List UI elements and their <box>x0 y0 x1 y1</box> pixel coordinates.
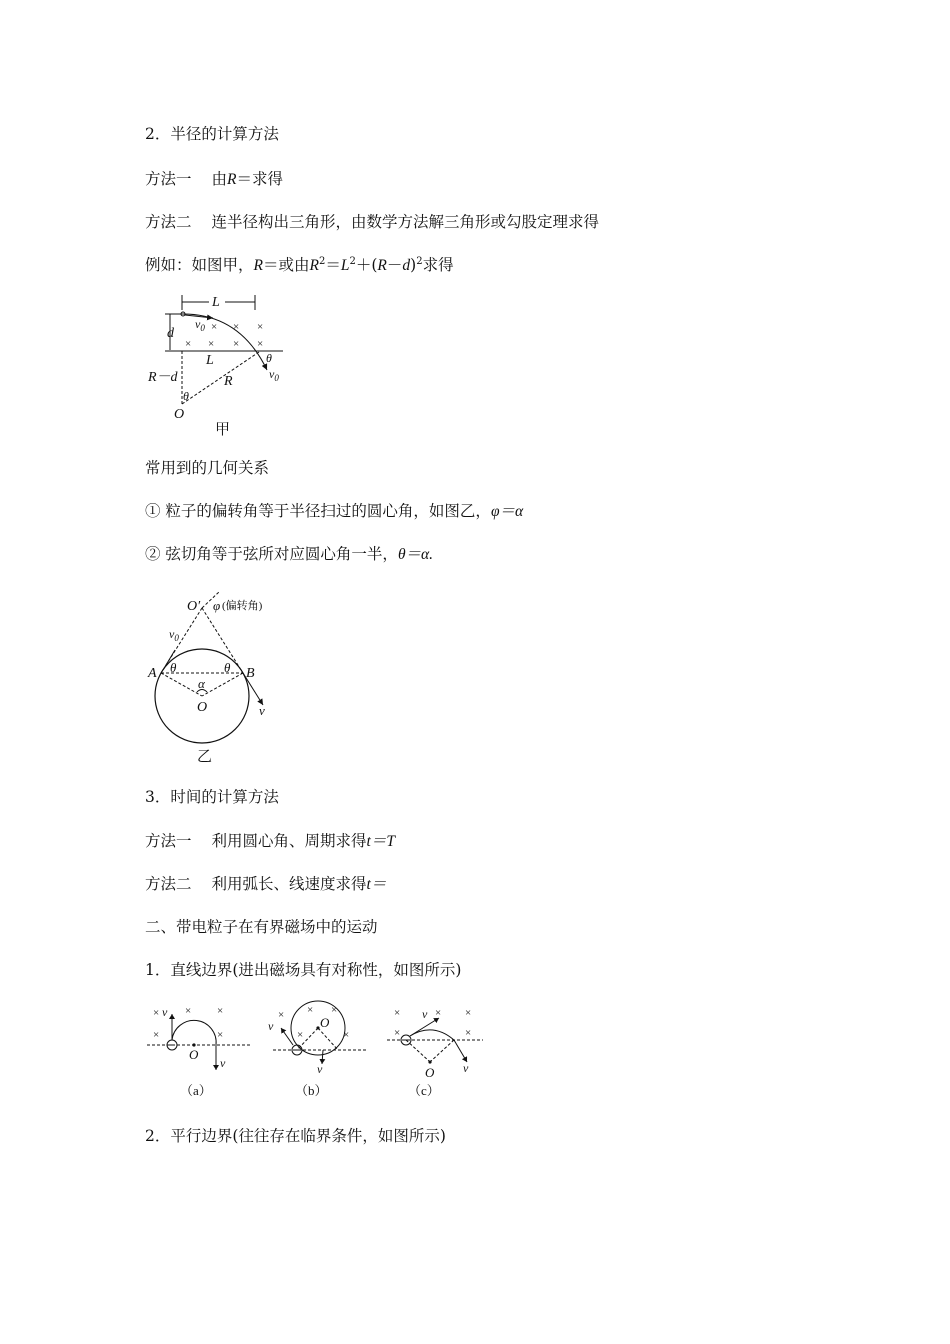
method-text: ＝求得 <box>236 170 284 188</box>
method-text: 由 <box>211 170 228 188</box>
label-B: B <box>246 666 255 681</box>
cross-mark: × <box>217 1029 224 1041</box>
example-text: ＝或由 <box>262 256 310 274</box>
figure-caption: 乙 <box>197 749 213 765</box>
figure-jia <box>145 292 305 442</box>
time-method-one <box>145 831 395 852</box>
cross-mark: × <box>435 1007 442 1019</box>
label-O: O <box>197 700 208 715</box>
label-v: v <box>220 1056 226 1070</box>
superscript: 2 <box>416 255 423 267</box>
label-theta-A: θ <box>170 660 177 675</box>
heading-radius: 2．半径的计算方法 <box>145 125 279 143</box>
label-v: v <box>463 1061 469 1075</box>
cross-mark: × <box>233 321 240 333</box>
method-text: 连半径构出三角形，由数学方法解三角形或勾股定理求得 <box>211 213 600 231</box>
equals: ＝ <box>325 256 341 274</box>
time-method-two <box>145 874 386 895</box>
rule-text: ② 弦切角等于弦所对应圆心角一半， <box>145 545 398 563</box>
geometry-rule-2 <box>145 544 433 565</box>
figure-yi <box>145 588 295 773</box>
var-d: d <box>402 257 411 274</box>
label-v: v <box>259 703 265 718</box>
geometry-title: 常用到的几何关系 <box>145 459 270 477</box>
figure-b <box>268 1001 367 1098</box>
cross-mark: × <box>394 1027 401 1039</box>
label-R: R <box>224 374 233 389</box>
cross-mark: × <box>217 1005 224 1017</box>
label-d: d <box>167 326 174 341</box>
label-v: v <box>317 1062 323 1076</box>
figure-boundary-abc <box>145 1000 495 1100</box>
figure-caption: 甲 <box>215 422 231 438</box>
var-R: R <box>377 257 387 274</box>
cross-mark: × <box>153 1029 160 1041</box>
var-R: R <box>227 171 237 188</box>
label-theta-B: θ <box>224 660 231 675</box>
cross-mark: × <box>331 1004 338 1016</box>
paren: ) <box>410 256 417 274</box>
cross-mark: × <box>465 1027 472 1039</box>
method-label: 方法一 <box>145 170 192 188</box>
superscript: 2 <box>349 255 356 267</box>
label-theta-center: θ <box>183 389 189 403</box>
label-v0: $v_0$ <box>195 317 205 333</box>
heading-time: 3．时间的计算方法 <box>145 788 279 806</box>
label-O: O <box>174 407 185 422</box>
label-v0-exit: $v_0$ <box>269 367 279 383</box>
section-two-heading: 二、带电粒子在有界磁场中的运动 <box>145 918 378 936</box>
cross-mark: × <box>211 321 218 333</box>
cross-mark: × <box>297 1029 304 1041</box>
method-formula: t＝T <box>366 833 395 850</box>
boundary-straight: 1．直线边界(进出磁场具有对称性，如图所示) <box>145 961 462 979</box>
var-L: L <box>340 257 350 274</box>
label-v: v <box>422 1007 428 1021</box>
caption-a: （a） <box>180 1083 212 1098</box>
label-alpha: α <box>198 676 205 691</box>
minus: － <box>386 256 403 274</box>
cross-mark: × <box>185 1005 192 1017</box>
example-line <box>145 255 454 276</box>
rule-text: ① 粒子的偏转角等于半径扫过的圆心角，如图乙， <box>145 502 491 520</box>
method-formula: t＝ <box>366 876 387 893</box>
cross-mark: × <box>278 1009 285 1021</box>
label-v: v <box>268 1019 274 1033</box>
label-phi-note: (偏转角) <box>222 600 263 612</box>
label-phi: φ <box>213 598 221 613</box>
boundary-parallel: 2．平行边界(往往存在临界条件，如图所示) <box>145 1127 446 1145</box>
cross-mark: × <box>465 1007 472 1019</box>
rule-formula: φ＝α <box>490 503 524 520</box>
cross-mark: × <box>233 338 240 350</box>
rule-formula: θ＝α. <box>397 546 434 563</box>
cross-mark: × <box>153 1007 160 1019</box>
label-theta: θ <box>266 351 272 365</box>
geometry-rule-1 <box>145 501 523 522</box>
method-one-line <box>145 169 283 190</box>
example-text: 例如：如图甲， <box>145 256 254 274</box>
label-L-mid: L <box>206 353 214 368</box>
method-label: 方法二 <box>145 875 192 893</box>
example-text: 求得 <box>422 256 454 274</box>
plus: ＋( <box>355 256 378 274</box>
superscript: 2 <box>318 255 326 267</box>
method-label: 方法一 <box>145 832 192 850</box>
label-O-prime: O′ <box>187 599 201 614</box>
method-label: 方法二 <box>145 213 192 231</box>
label-L-top: L <box>212 295 220 310</box>
cross-mark: × <box>343 1029 350 1041</box>
var-R: R <box>309 257 319 274</box>
cross-mark: × <box>307 1004 314 1016</box>
cross-mark: × <box>208 338 215 350</box>
figure-a <box>147 1005 250 1098</box>
cross-mark: × <box>257 321 264 333</box>
label-O: O <box>320 1015 330 1030</box>
caption-c: （c） <box>408 1083 440 1098</box>
label-A: A <box>148 666 157 681</box>
label-R-minus-d: R－d <box>148 370 178 385</box>
method-text: 利用弧长、线速度求得 <box>211 875 367 893</box>
figure-c <box>387 1007 483 1098</box>
label-v0: $v_0$ <box>169 627 179 643</box>
method-text: 利用圆心角、周期求得 <box>211 832 367 850</box>
cross-mark: × <box>394 1007 401 1019</box>
caption-b: （b） <box>295 1083 328 1098</box>
cross-mark: × <box>185 338 192 350</box>
label-v: v <box>162 1005 168 1019</box>
cross-mark: × <box>257 338 264 350</box>
var-R: R <box>253 257 263 274</box>
method-two-line <box>145 212 599 232</box>
label-O: O <box>189 1047 199 1062</box>
label-O: O <box>425 1065 435 1080</box>
